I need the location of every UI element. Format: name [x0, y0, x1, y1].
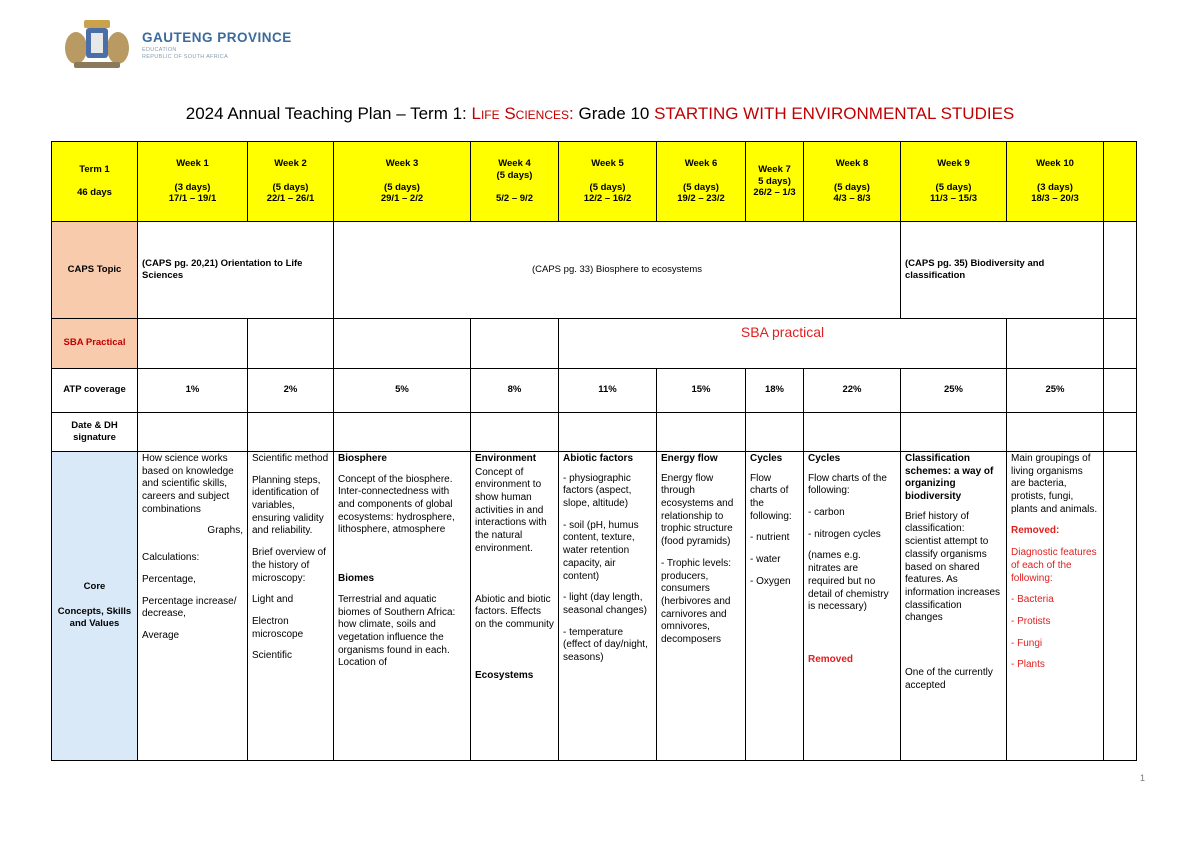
core-text: Brief overview of the history of microscopy: — [252, 547, 326, 584]
gauteng-logo — [44, 12, 294, 76]
core-text: Main groupings of living organisms are bacteria, protists, fungi, plants and animals. — [1011, 453, 1098, 515]
core-text: - nitrogen cycles — [808, 528, 881, 540]
core-week-6 — [657, 452, 746, 761]
core-row — [52, 452, 1137, 761]
week-days: (3 days) — [174, 181, 211, 193]
caps-topic-row — [52, 222, 1137, 319]
week-days: (5 days) — [834, 181, 870, 193]
core-text: Energy flow through ecosystems and relationship to trophic structure (food pyramids) — [661, 472, 734, 548]
core-week-10 — [1007, 452, 1104, 761]
core-text: Brief history of classification: scientist attempt to classify organisms based on shared features. As information increases classification changes — [905, 510, 1001, 624]
core-text: - nutrient — [750, 532, 790, 544]
core-text: Scientific method — [252, 453, 329, 464]
core-week-3 — [334, 452, 471, 761]
atp-value: 18% — [746, 369, 804, 413]
core-text: (names e.g. nitrates are required but no detail of chemistry is necessary) — [808, 550, 889, 613]
week-1-header — [138, 142, 248, 222]
signature-spare-cell — [1104, 413, 1137, 452]
province-name: GAUTENG PROVINCE — [142, 30, 292, 45]
page-title — [0, 104, 1200, 124]
week-9-header — [901, 142, 1007, 222]
signature-cell[interactable] — [746, 413, 804, 452]
week-dates: 11/3 – 15/3 — [929, 193, 978, 205]
core-text: - temperature (effect of day/night, seasons) — [563, 626, 648, 663]
atp-value: 25% — [901, 369, 1007, 413]
week-6-header — [657, 142, 746, 222]
core-text: Electron microscope — [252, 615, 304, 640]
core-text: How science works based on knowledge and scientific skills, careers and subject combinations — [142, 453, 234, 515]
core-text: - physiographic factors (aspect, slope, altitude) — [563, 472, 632, 510]
sba-cell — [334, 319, 471, 369]
week-days: (5 days) — [935, 181, 972, 193]
core-text: Terrestrial and aquatic biomes of Southern Africa: how climate, soils and vegetation influence the organisms found in each. Location of — [338, 593, 456, 669]
core-text: Percentage increase/ decrease, — [142, 595, 237, 620]
atp-value: 11% — [559, 369, 657, 413]
core-text: Abiotic and biotic factors. Effects on the community — [475, 593, 554, 630]
week-name: Week 9 — [937, 157, 970, 169]
week-4-header — [471, 142, 559, 222]
week-8-header — [804, 142, 901, 222]
core-heading: Classification schemes: a way of organizing biodiversity — [905, 453, 994, 503]
core-week-5 — [559, 452, 657, 761]
sba-cell — [138, 319, 248, 369]
core-heading: Cycles — [750, 453, 783, 464]
core-label-sub: Concepts, Skills and Values — [57, 606, 132, 630]
signature-cell[interactable] — [657, 413, 746, 452]
core-heading: Ecosystems — [475, 669, 534, 681]
core-list-item: - Bacteria — [1011, 594, 1054, 606]
page-number: 1 — [1140, 773, 1146, 783]
week-dates: 12/2 – 16/2 — [583, 193, 632, 205]
core-text: Concept of environment to show human activities in and interactions with the natural environment. — [475, 466, 547, 554]
sba-label: SBA Practical — [52, 319, 138, 369]
core-text: Percentage, — [142, 573, 196, 585]
caps-topic-label: CAPS Topic — [52, 222, 138, 319]
removed-label: Removed — [808, 653, 854, 665]
core-heading: Biomes — [338, 573, 375, 585]
core-text: - light (day length, seasonal changes) — [563, 592, 647, 616]
core-heading: Energy flow — [661, 453, 718, 464]
sba-cell — [471, 319, 559, 369]
core-list-item: - Protists — [1011, 615, 1051, 627]
signature-cell[interactable] — [559, 413, 657, 452]
atp-spare-cell — [1104, 369, 1137, 413]
title-theme: STARTING WITH ENVIRONMENTAL STUDIES — [654, 104, 1015, 123]
week-dates: 22/1 – 26/1 — [266, 193, 315, 205]
department-name: EDUCATION — [142, 47, 177, 53]
core-text: - Trophic levels: producers, consumers (herbivores and carnivores and omnivores, decomposers — [661, 557, 732, 645]
signature-cell[interactable] — [901, 413, 1007, 452]
core-text: Flow charts of the following: — [808, 472, 887, 497]
signature-cell[interactable] — [138, 413, 248, 452]
week-name: Week 10 — [1036, 157, 1074, 169]
core-text: - Oxygen — [750, 575, 791, 587]
sba-cell — [1007, 319, 1104, 369]
core-text: Flow charts of the following: — [750, 472, 792, 522]
core-week-8 — [804, 452, 901, 761]
republic-name: REPUBLIC OF SOUTH AFRICA — [142, 54, 229, 60]
removed-label: Removed: — [1011, 525, 1060, 537]
caps-topic-biodiversity: (CAPS pg. 35) Biodiversity and classification — [901, 222, 1104, 319]
core-label — [52, 452, 138, 761]
date-signature-label: Date & DH signature — [52, 413, 138, 452]
core-list-item: - Plants — [1011, 659, 1045, 671]
core-text: Graphs, — [207, 525, 243, 537]
core-week-2 — [248, 452, 334, 761]
week-dates: 29/1 – 2/2 — [380, 193, 424, 205]
week-name: Week 2 — [274, 157, 307, 169]
week-days: (5 days) — [272, 181, 309, 193]
sba-spare-cell — [1104, 319, 1137, 369]
signature-cell[interactable] — [1007, 413, 1104, 452]
core-text: Light and — [252, 594, 294, 606]
header-spare-cell — [1104, 142, 1137, 222]
atp-value: 5% — [334, 369, 471, 413]
atp-value: 25% — [1007, 369, 1104, 413]
core-text: - soil (pH, humus content, texture, water retention capacity, air content) — [563, 519, 639, 582]
term-days: 46 days — [77, 187, 112, 199]
signature-cell[interactable] — [334, 413, 471, 452]
core-week-1 — [138, 452, 248, 761]
atp-value: 2% — [248, 369, 334, 413]
week-days: 5 days) — [758, 175, 791, 187]
core-list-item: - Fungi — [1011, 637, 1043, 649]
core-heading: Biosphere — [338, 453, 387, 464]
title-subject: Life Sciences — [471, 104, 570, 123]
week-days: (5 days) — [589, 181, 626, 193]
week-name: Week 4 — [498, 157, 531, 169]
core-heading: Cycles — [808, 453, 841, 464]
core-text: - water — [750, 554, 781, 566]
week-name: Week 8 — [835, 157, 869, 169]
week-name: Week 7 — [758, 163, 791, 175]
title-colon: : — [569, 104, 574, 123]
week-3-header — [334, 142, 471, 222]
core-week-9 — [901, 452, 1007, 761]
week-2-header — [248, 142, 334, 222]
caps-topic-orientation: (CAPS pg. 20,21) Orientation to Life Sciences — [138, 222, 334, 319]
week-name: Week 6 — [684, 157, 718, 169]
week-days: (5 days) — [384, 181, 420, 193]
atp-row — [52, 369, 1137, 413]
week-name: Week 3 — [385, 157, 419, 169]
atp-value: 8% — [471, 369, 559, 413]
week-days: (5 days) — [683, 181, 719, 193]
signature-cell[interactable] — [248, 413, 334, 452]
coat-of-arms-icon — [58, 16, 136, 72]
caps-topic-biosphere: (CAPS pg. 33) Biosphere to ecosystems — [334, 222, 901, 319]
core-label-title: Core — [83, 581, 106, 593]
sba-practical-banner: SBA practical — [559, 319, 1007, 369]
week-days: (3 days) — [1037, 181, 1073, 193]
atp-value: 1% — [138, 369, 248, 413]
term-label: Term 1 — [79, 163, 110, 175]
core-week-7 — [746, 452, 804, 761]
sba-cell — [248, 319, 334, 369]
caps-spare-cell — [1104, 222, 1137, 319]
core-text: Concept of the biosphere. Inter-connectedness with and components of global ecosystems: hydrosphere, lithosphere, atmosphere — [338, 473, 455, 536]
week-10-header — [1007, 142, 1104, 222]
week-dates: 26/2 – 1/3 — [753, 187, 796, 199]
title-prefix: 2024 Annual Teaching Plan – Term 1: — [185, 104, 472, 123]
core-text: Planning steps, identification of variables, ensuring validity and reliability. — [252, 474, 324, 537]
week-dates: 4/3 – 8/3 — [833, 193, 871, 205]
core-text: - carbon — [808, 507, 845, 519]
core-spare-cell — [1104, 452, 1137, 761]
core-heading: Environment — [475, 453, 537, 464]
week-dates: 19/2 – 23/2 — [677, 193, 725, 205]
signature-cell[interactable] — [471, 413, 559, 452]
term-cell — [52, 142, 138, 222]
core-text: Diagnostic features of each of the following: — [1011, 547, 1097, 584]
week-header-row — [52, 142, 1137, 222]
atp-label: ATP coverage — [52, 369, 138, 413]
week-name: Week 5 — [591, 157, 624, 169]
core-week-4 — [471, 452, 559, 761]
core-text: Scientific — [252, 650, 293, 662]
atp-value: 15% — [657, 369, 746, 413]
title-grade: Grade 10 — [573, 104, 655, 123]
week-dates: 18/3 – 20/3 — [1031, 193, 1079, 205]
core-text: One of the currently accepted — [905, 666, 993, 691]
core-text: Average — [142, 629, 180, 641]
sba-row — [52, 319, 1137, 369]
week-days: (5 days) — [496, 169, 533, 181]
signature-cell[interactable] — [804, 413, 901, 452]
teaching-plan-table — [51, 141, 1137, 761]
week-dates: 17/1 – 19/1 — [168, 193, 217, 205]
week-dates: 5/2 – 9/2 — [496, 193, 533, 205]
week-5-header — [559, 142, 657, 222]
week-7-header — [746, 142, 804, 222]
date-signature-row — [52, 413, 1137, 452]
core-heading: Abiotic factors — [563, 453, 634, 464]
week-name: Week 1 — [176, 157, 209, 169]
atp-value: 22% — [804, 369, 901, 413]
core-text: Calculations: — [142, 552, 200, 564]
